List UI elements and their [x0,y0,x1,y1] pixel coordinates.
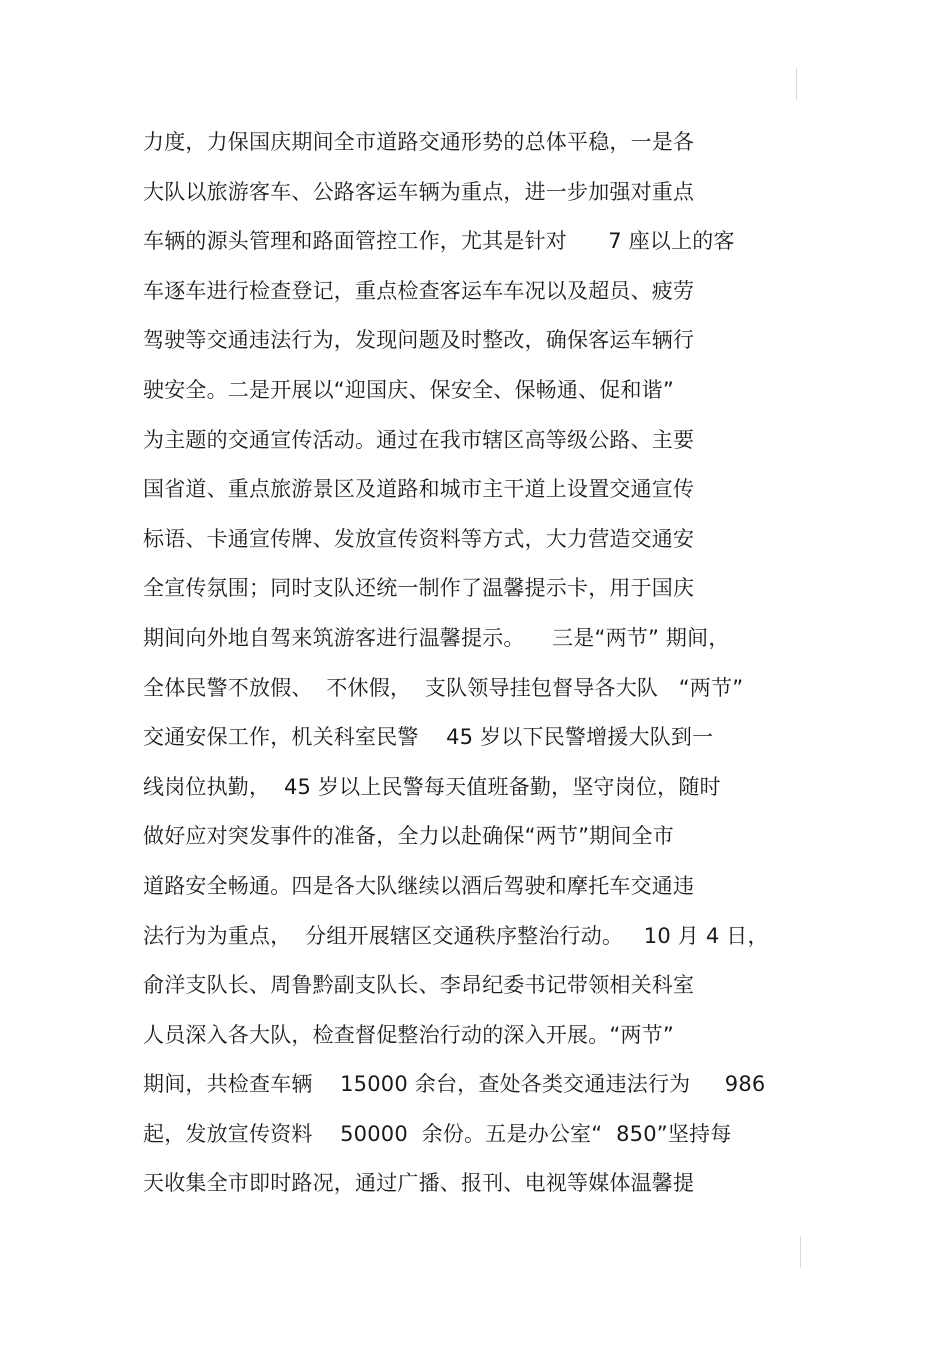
text-line: 驾驶等交通违法行为，发现问题及时整改，确保客运车辆行 [143,328,695,353]
text-line: 俞洋支队长、周鲁黔副支队长、李昂纪委书记带领相关科室 [143,973,695,998]
text-line: 期间向外地自驾来筑游客进行温馨提示。 三是“两节” 期间， [143,625,730,650]
text-line: 交通安保工作，机关科室民警 45 岁以下民警增援大队到一 [143,725,714,750]
text-line: 天收集全市即时路况，通过广播、报刊、电视等媒体温馨提 [143,1171,695,1196]
text-line: 期间，共检查车辆 15000 余台，查处各类交通违法行为 986 [143,1072,766,1097]
body-text [143,122,823,1213]
text-line: 全体民警不放假、 不休假， 支队领导挂包督导各大队 “两节” [143,675,744,700]
page-corner-mark-top [796,68,797,100]
text-line: 起，发放宣传资料 50000 余份。五是办公室“ 850”坚持每 [143,1121,732,1146]
text-line: 法行为为重点， 分组开展辖区交通秩序整治行动。 10 月 4 日， [143,923,769,948]
text-line: 力度，力保国庆期间全市道路交通形势的总体平稳，一是各 [143,130,695,154]
text-line: 驶安全。二是开展以“迎国庆、保安全、保畅通、促和谐” [143,377,674,402]
text-line: 做好应对突发事件的准备，全力以赴确保“两节”期间全市 [143,824,674,849]
text-line: 为主题的交通宣传活动。通过在我市辖区高等级公路、主要 [143,427,695,452]
text-line: 大队以旅游客车、公路客运车辆为重点，进一步加强对重点 [143,179,695,204]
text-line: 标语、卡通宣传牌、发放宣传资料等方式，大力营造交通安 [143,526,695,551]
text-line: 全宣传氛围；同时支队还统一制作了温馨提示卡，用于国庆 [143,576,695,601]
text-line: 线岗位执勤， 45 岁以上民警每天值班备勤，坚守岗位，随时 [143,774,721,799]
text-line: 车逐车进行检查登记，重点检查客运车车况以及超员、疲劳 [143,278,695,303]
text-line: 人员深入各大队，检查督促整治行动的深入开展。“两节” [143,1022,674,1047]
text-line: 道路安全畅通。四是各大队继续以酒后驾驶和摩托车交通违 [143,873,695,898]
text-line: 车辆的源头管理和路面管控工作，尤其是针对 7 座以上的客 [143,229,735,254]
text-line: 国省道、重点旅游景区及道路和城市主干道上设置交通宣传 [143,477,695,502]
page-corner-mark-bottom [800,1236,801,1268]
